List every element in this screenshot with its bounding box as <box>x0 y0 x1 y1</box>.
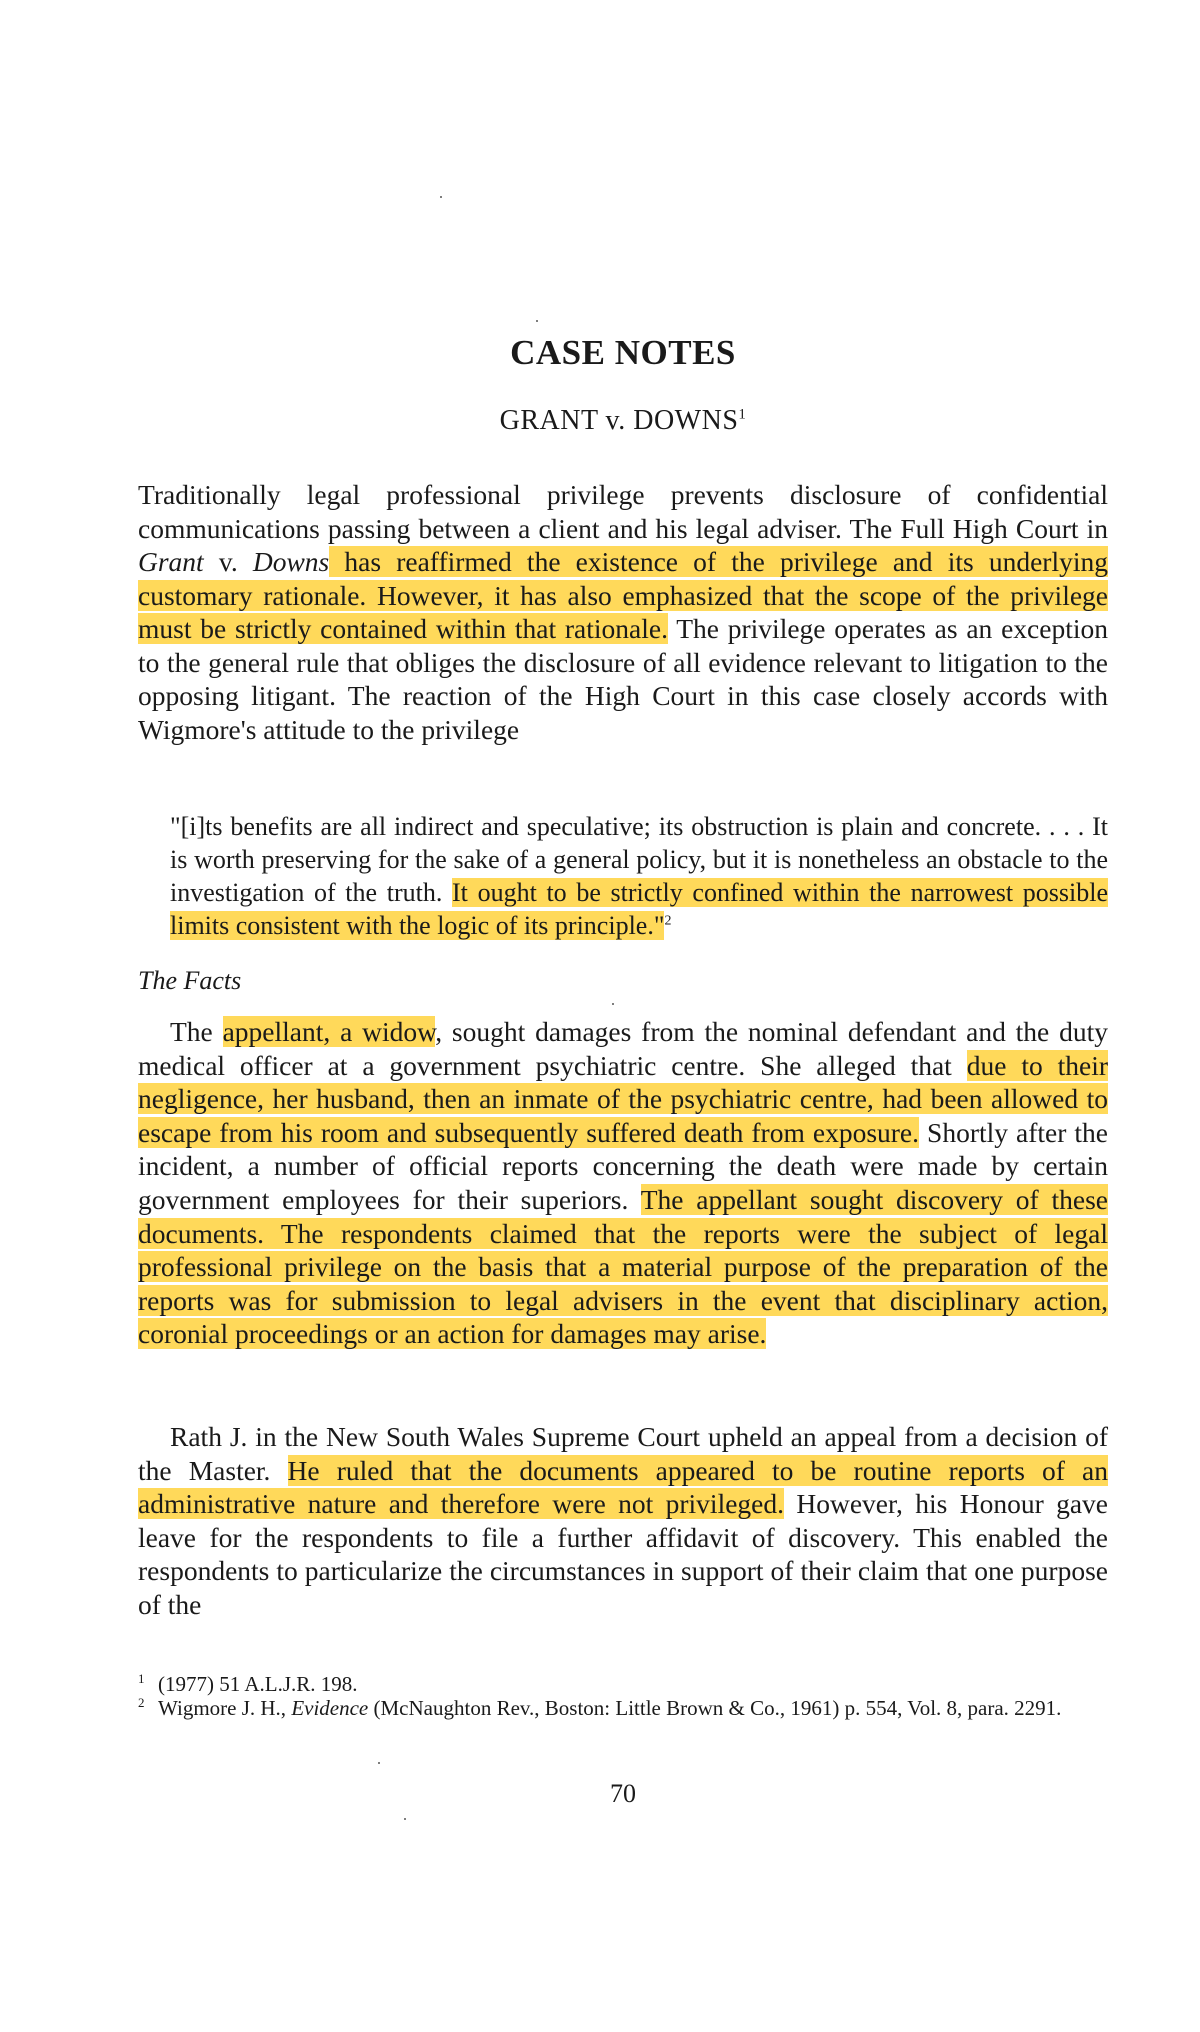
text-run: Shortly after the incident, a number of official reports concerning the death were made by certain government employees for their superiors. <box>138 1116 1108 1215</box>
footnotes <box>138 1672 1108 1720</box>
footnote-ref-2: 2 <box>664 913 672 929</box>
text-run: v. <box>203 546 253 577</box>
highlighted-text: has reaffirmed the existence of the privilege and its underlying customary rationale. However, it has also emphasized that the scope of the privilege must be strictly contained within that rationale. <box>138 546 1108 644</box>
facts-paragraph-2 <box>138 1420 1108 1622</box>
intro-paragraph <box>138 478 1108 746</box>
highlighted-text: appellant, a widow <box>222 1016 436 1047</box>
section-heading-facts: The Facts <box>138 966 242 995</box>
footnote-2: $^2$ Wigmore J. H., Evidence (McNaughton Rev., Boston: Little Brown & Co., 1961) p. 554, Vol. 8, para. 2291. <box>138 1695 1062 1720</box>
highlighted-text: The appellant sought discovery of these documents. The respondents claimed that the reports were the subject of legal professional privilege on the basis that a material purpose of the preparation of the reports was for submission to legal advisers in the event that disciplinary action, coronial proceedings or an action for damages may arise. <box>138 1183 1108 1350</box>
case-title <box>138 405 1108 437</box>
text-run: The privilege operates as an exception to the general rule that obliges the disclosure of all evidence relevant to litigation to the opposing litigant. The reaction of the High Court in this case closely accords with Wigmore's attitude to the privilege <box>138 613 1108 745</box>
footnote-1: $^1$ (1977) 51 A.L.J.R. 198. <box>138 1671 358 1696</box>
highlighted-text: due to their negligence, her husband, then an inmate of the psychiatric centre, had been allowed to escape from his room and subsequently suffered death from exposure. <box>138 1049 1108 1148</box>
text-run: Downs <box>252 546 330 577</box>
scan-speck <box>378 1762 380 1764</box>
facts-paragraph-1 <box>138 1015 1108 1351</box>
highlighted-text: He ruled that the documents appeared to be routine reports of an administrative nature and therefore were not privileged. <box>138 1454 1108 1520</box>
text-run: Traditionally legal professional privilege prevents disclosure of confidential communications passing between a client and his legal adviser. The Full High Court in <box>138 479 1108 544</box>
scan-speck <box>440 196 442 198</box>
footnote-text: Evidence <box>291 1696 369 1720</box>
scan-speck <box>612 1003 614 1005</box>
scan-speck <box>404 1818 406 1820</box>
case-title-text: GRANT v. DOWNS <box>499 405 739 436</box>
text-run: "[i]ts benefits are all indirect and speculative; its obstruction is plain and concrete. . . . It is worth preserving for the sake of a general policy, but it is nonetheless an obstacle to the investigation of the truth. <box>170 812 1108 907</box>
footnote-text: (McNaughton Rev., Boston: Little Brown & Co., 1961) p. 554, Vol. 8, para. 2291. <box>368 1696 1062 1720</box>
text-run: Rath J. in the New South Wales Supreme Court upheld an appeal from a decision of the Master. <box>138 1421 1108 1486</box>
text-run: However, his Honour gave leave for the respondents to file a further affidavit of discovery. This enabled the respondents to particularize the circumstances in support of their claim that one purpose of the <box>138 1488 1108 1620</box>
text-run: Grant <box>138 546 204 577</box>
text-run: The <box>170 1016 223 1047</box>
footnote-text: (1977) 51 A.L.J.R. 198. <box>158 1672 358 1696</box>
scan-speck <box>536 320 538 322</box>
wigmore-quote <box>170 810 1108 942</box>
footnote-text: Wigmore J. H., <box>158 1696 292 1720</box>
page-number: 70 <box>610 1779 636 1808</box>
footnote-ref-1: 1 <box>738 406 747 423</box>
highlighted-text: It ought to be strictly confined within the narrowest possible limits consistent with the logic of its principle." <box>170 878 1108 940</box>
text-run: , sought damages from the nominal defendant and the duty medical officer at a government psychiatric centre. She alleged that <box>138 1016 1108 1081</box>
page-title: CASE NOTES <box>510 333 736 372</box>
